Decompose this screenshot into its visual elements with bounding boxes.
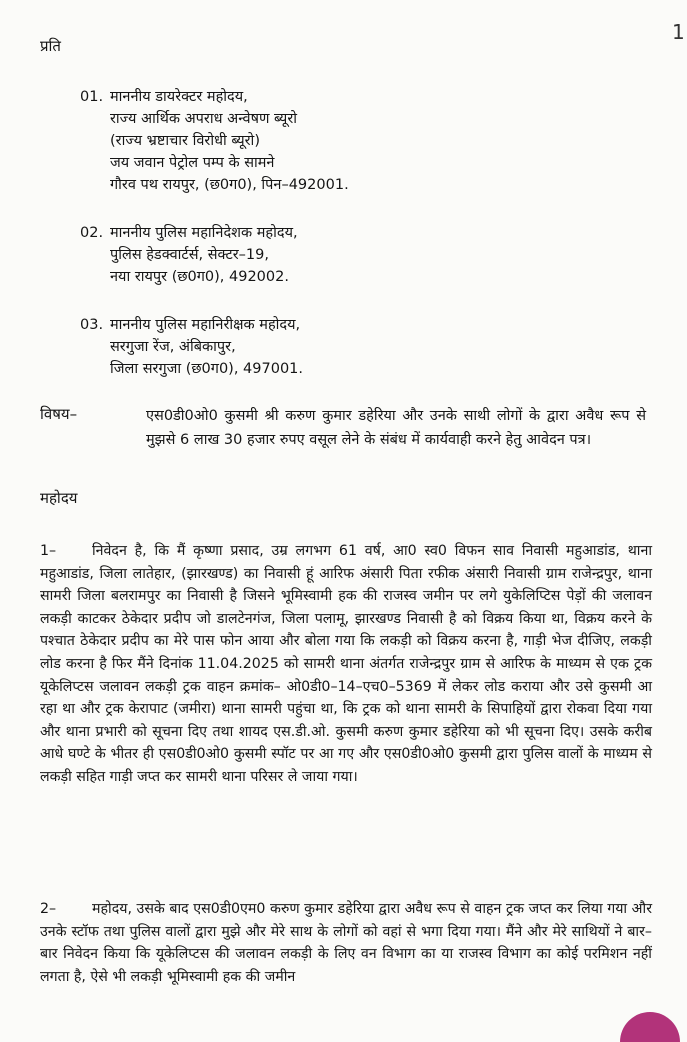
addressee-number: 01. [80,89,104,105]
salutation: महोदय [40,489,78,507]
paragraph-number: 2– [40,901,57,917]
addressee-2 [80,222,298,288]
address-line: नया रायपुर (छ0ग0), 492002. [110,269,289,285]
address-line: माननीय पुलिस महानिरीक्षक महोदय, [110,317,301,333]
prati-heading: प्रति [40,37,61,55]
addressee-1 [80,86,349,196]
address-line: जिला सरगुजा (छ0ग0), 497001. [110,361,304,377]
addressee-3 [80,314,303,380]
addressee-number: 02. [80,225,104,241]
paragraph-1 [40,540,652,789]
paragraph-text: निवेदन है, कि मैं कृष्णा प्रसाद, उम्र लगभग 61 वर्ष, आ0 स्व0 विफन साव निवासी महुआडांड, थाना महुआडांड, जिला लातेहार, (झारखण्ड) का निवासी हूं आरिफ अंसारी पिता रफीक अंसारी निवासी ग्राम राजेन्द्रपुर, थाना सामरी जिला बलरामपुर का निवासी है जिसने भूमिस्वामी हक की राजस्व जमीन पर लगे युकेलिप्टिस पेड़ों की जलावन लकड़ी काटकर ठेकेदार प्रदीप जो डालटेनगंज, जिला पलामू, झारखण्ड निवासी है को विक्रय किया था, विक्रय करने के पश्चात ठेकेदार प्रदीप का मेरे पास फोन आया और बोला गया कि लकड़ी को विक्रय करना है, गाड़ी भेज दीजिए, लकड़ी लोड करना है फिर मैंने दिनांक 11.04.2025 को सामरी थाना अंतर्गत राजेन्द्रपुर ग्राम से आरिफ के माध्यम से एक ट्रक यूकेलिप्टस जलावन लकड़ी ट्रक वाहन क्रमांक– ओ0डी0–14–एच0–5369 में लेकर लोड कराया और उसे कुसमी आ रहा था और ट्रक केरापाट (जमीरा) थाना सामरी पहुंचा था, कि ट्रक को थाना सामरी के सिपाहियों द्वारा रोकवा दिया गया और थाना प्रभारी को सूचना दिए तथा शायद एस.डी.ओ. कुसमी करुण कुमार डहेरिया को भी सूचना दिए। उसके करीब आधे घण्टे के भीतर ही एस0डी0ओ0 कुसमी स्पॉट पर आ गए और एस0डी0ओ0 कुसमी द्वारा पुलिस वालों के माध्यम से लकड़ी सहित गाड़ी जप्त कर सामरी थाना परिसर ले जाया गया। [40,543,652,785]
address-line: माननीय डायरेक्टर महोदय, [110,89,248,105]
address-line: माननीय पुलिस महानिदेशक महोदय, [110,225,298,241]
subject-text: एस0डी0ओ0 कुसमी श्री करुण कुमार डहेरिया और उनके साथी लोगों के द्वारा अवैध रूप से मुझसे 6 लाख 30 हजार रुपए वसूल लेने के संबंध में कार्यवाही करने हेतु आवेदन पत्र। [146,408,646,448]
paragraph-text: महोदय, उसके बाद एस0डी0एम0 करुण कुमार डहेरिया द्वारा अवैध रूप से वाहन ट्रक जप्त कर लिया गया और उनके स्टॉफ तथा पुलिस वालों द्वारा मुझे और मेरे साथ के लोगों को वहां से भगा दिया गया। मैंने और मेरे साथियों ने बार–बार निवेदन किया कि यूकेलिप्टस की जलावन लकड़ी के लिए वन विभाग का या राजस्व विभाग का कोई परमिशन नहीं लगता है, ऐसे भी लकड़ी भूमिस्वामी हक की जमीन [40,901,652,985]
address-line: (राज्य भ्रष्टाचार विरोधी ब्यूरो) [110,133,260,149]
page-corner-mark [620,1012,680,1042]
addressee-number: 03. [80,317,104,333]
address-line: पुलिस हेडक्वार्टर्स, सेक्टर–19, [110,247,269,263]
page-number: 1 [672,20,685,44]
address-line: जय जवान पेट्रोल पम्प के सामने [110,155,275,171]
paragraph-number: 1– [40,543,57,559]
paragraph-2 [40,898,652,988]
subject-label: विषय– [40,405,78,423]
address-line: गौरव पथ रायपुर, (छ0ग0), पिन–492001. [110,177,349,193]
address-line: सरगुजा रेंज, अंबिकापुर, [110,339,236,355]
address-line: राज्य आर्थिक अपराध अन्वेषण ब्यूरो [110,111,298,127]
